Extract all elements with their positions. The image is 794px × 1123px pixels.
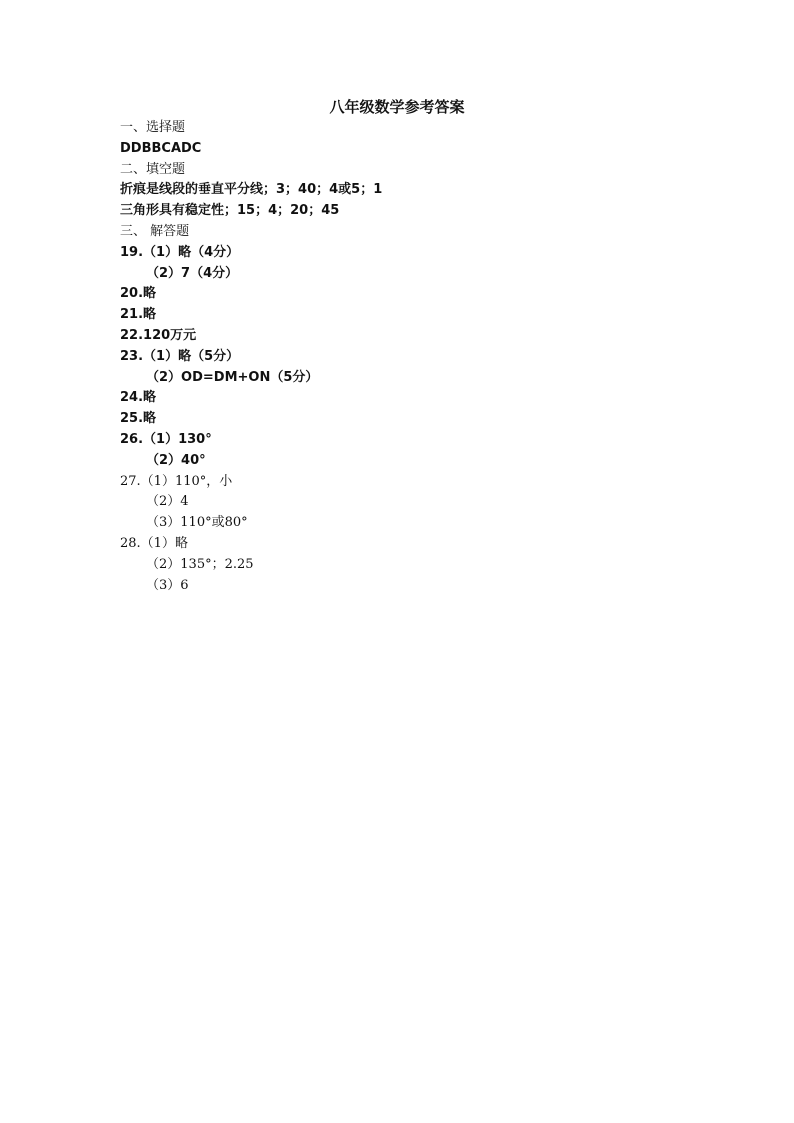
answer-26-1: 26.（1）130° — [120, 431, 212, 447]
answer-fill-2: 三角形具有稳定性；15；4；20；45 — [120, 203, 340, 219]
answer-23-2: （2）OD=DM+ON（5分） — [146, 369, 319, 385]
answer-28-2: （2）135°；2.25 — [146, 556, 254, 572]
answer-21: 21.略 — [120, 307, 157, 323]
answer-23-1: 23.（1）略（5分） — [120, 348, 240, 364]
answer-19-1: 19.（1）略（4分） — [120, 244, 240, 260]
answer-26-2: （2）40° — [146, 452, 206, 468]
answer-28-3: （3）6 — [146, 577, 189, 593]
answer-fill-1: 折痕是线段的垂直平分线；3；40；4或5；1 — [120, 182, 383, 198]
answer-22: 22.120万元 — [120, 327, 197, 343]
answer-20: 20.略 — [120, 286, 157, 302]
section-heading-choice: 一、选择题 — [120, 120, 186, 135]
answer-choice: DDBBCADC — [120, 140, 202, 156]
answer-27-3: （3）110°或80° — [146, 515, 248, 531]
answer-28-1: 28.（1）略 — [120, 535, 188, 551]
answer-24: 24.略 — [120, 390, 157, 406]
answer-25: 25.略 — [120, 411, 157, 427]
page-title: 八年级数学参考答案 — [329, 98, 465, 116]
answer-19-2: （2）7（4分） — [146, 265, 239, 281]
section-heading-solve: 三、 解答题 — [120, 223, 190, 239]
section-heading-fill: 二、填空题 — [120, 161, 186, 177]
answer-list — [120, 118, 760, 596]
answer-27-2: （2）4 — [146, 494, 189, 510]
answer-27-1: 27.（1）110°，小 — [120, 473, 233, 489]
